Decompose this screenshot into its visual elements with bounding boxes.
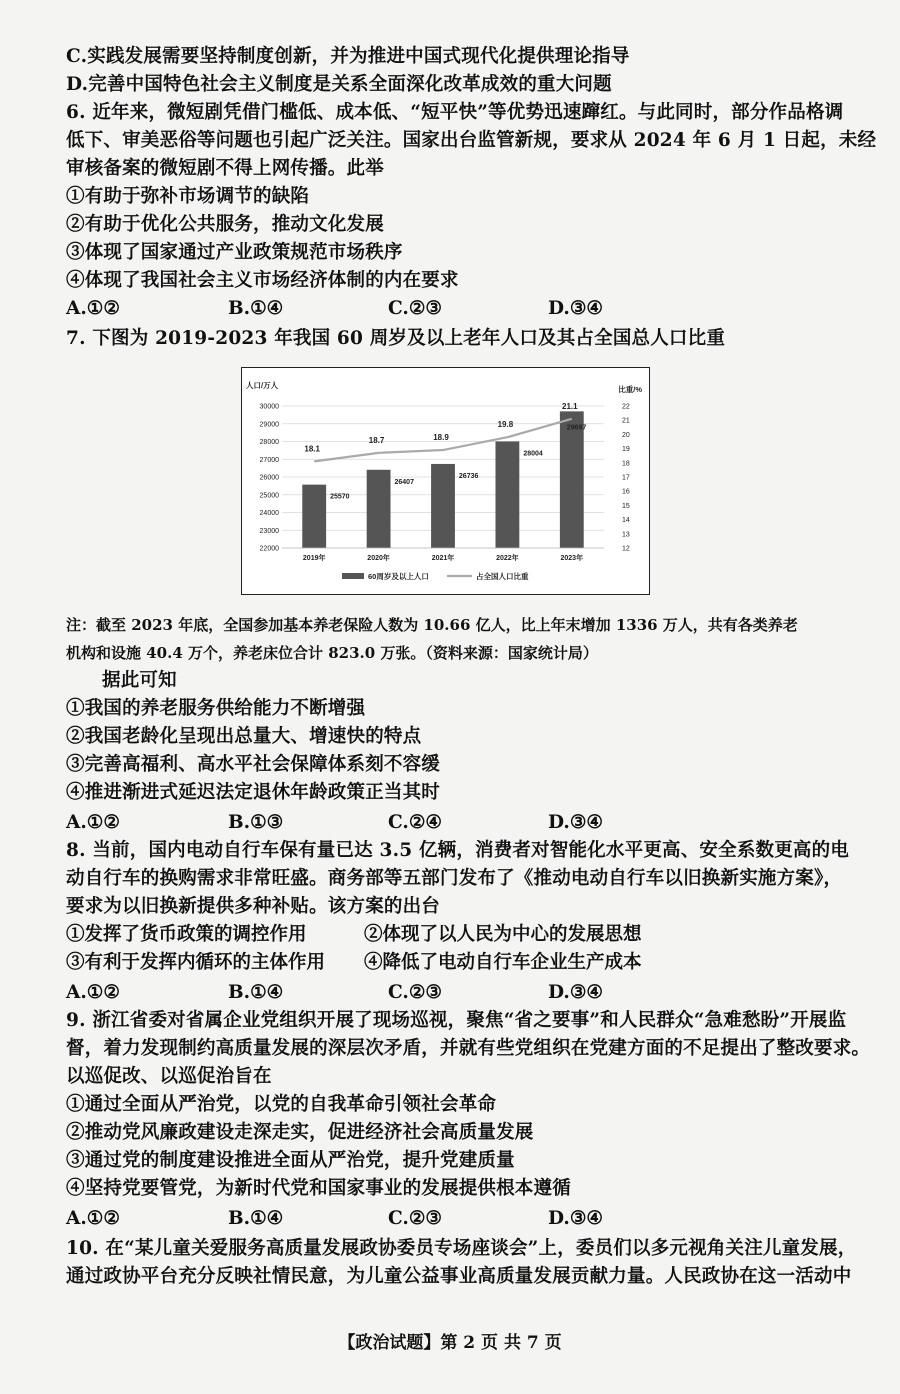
bar-data-label: 26407 xyxy=(394,478,414,486)
y-tick-label: 24000 xyxy=(259,510,279,517)
y2-tick-label: 13 xyxy=(622,531,630,539)
choice-c[interactable]: C.②③ xyxy=(388,1208,443,1229)
q6-stem-line: 低下、审美恶俗等问题也引起广泛关注。国家出台监管新规，要求从 2024 年 6 月 1 日起，未经 xyxy=(66,130,877,151)
legend-label: 60周岁及以上人口 xyxy=(368,572,429,581)
y-tick-label: 22000 xyxy=(259,545,279,553)
line-data-label: 18.1 xyxy=(304,444,320,454)
q8-items-row xyxy=(66,922,836,948)
q7-lead: 据此可知 xyxy=(102,670,177,691)
q8-item: ④降低了电动自行车企业生产成本 xyxy=(364,952,642,973)
legend-swatch-bar xyxy=(342,573,364,579)
choice-b[interactable]: B.①③ xyxy=(228,812,284,833)
q6-stem-line: 审核备案的微短剧不得上网传播。此举 xyxy=(66,158,384,179)
y2-axis-label: 比重/% xyxy=(618,385,642,394)
y2-tick-label: 16 xyxy=(622,488,630,496)
q9-item: ②推动党风廉政建设走深走实，促进经济社会高质量发展 xyxy=(66,1122,534,1143)
y2-tick-label: 18 xyxy=(622,460,630,468)
bar xyxy=(302,485,326,548)
choice-d[interactable]: D.③④ xyxy=(548,982,603,1003)
q7-item: ④推进渐进式延迟法定退休年龄政策正当其时 xyxy=(66,782,441,803)
q6-item: ③体现了国家通过产业政策规范市场秩序 xyxy=(66,242,403,263)
q6-stem-line: 6. 近年来，微短剧凭借门槛低、成本低、“短平快”等优势迅速蹿红。与此同时，部分作品格调 xyxy=(66,102,844,123)
line-data-label: 19.8 xyxy=(497,420,514,430)
q7-note-line: 注：截至 2023 年底，全国参加基本养老保险人数为 10.66 亿人，比上年末增加 1336 万人，共有各类养老 xyxy=(66,616,798,634)
q8-stem-line: 要求为以旧换新提供多种补贴。该方案的出台 xyxy=(66,896,441,917)
y-tick-label: 30000 xyxy=(259,403,279,411)
q6-choices xyxy=(66,296,836,322)
q6-item: ②有助于优化公共服务，推动文化发展 xyxy=(66,214,384,235)
y-tick-label: 27000 xyxy=(259,456,279,464)
q5-option-c: C.实践发展需要坚持制度创新，并为推进中国式现代化提供理论指导 xyxy=(66,46,630,67)
choice-d[interactable]: D.③④ xyxy=(548,812,603,833)
y-tick-label: 29000 xyxy=(259,421,279,429)
choice-a[interactable]: A.①② xyxy=(66,982,120,1003)
q9-item: ①通过全面从严治党，以党的自我革命引领社会革命 xyxy=(66,1094,497,1115)
q7-choices xyxy=(66,810,836,836)
q8-items-row xyxy=(66,950,836,976)
q9-choices xyxy=(66,1206,836,1232)
q8-stem-line: 8. 当前，国内电动自行车保有量已达 3.5 亿辆，消费者对智能化水平更高、安全系数更高的电 xyxy=(66,840,850,861)
q5-option-d: D.完善中国特色社会主义制度是关系全面深化改革成效的重大问题 xyxy=(66,74,612,95)
y2-tick-label: 17 xyxy=(622,474,630,482)
x-tick-label: 2023年 xyxy=(560,555,584,562)
choice-d[interactable]: D.③④ xyxy=(548,298,603,319)
choice-a[interactable]: A.①② xyxy=(66,298,120,319)
choice-a[interactable]: A.①② xyxy=(66,812,120,833)
bar xyxy=(560,411,584,548)
y-tick-label: 25000 xyxy=(259,492,279,500)
q10-stem-line: 通过政协平台充分反映社情民意，为儿童公益事业高质量发展贡献力量。人民政协在这一活动中 xyxy=(66,1266,852,1287)
q7-stem: 7. 下图为 2019-2023 年我国 60 周岁及以上老年人口及其占全国总人口比重 xyxy=(66,328,726,349)
q9-stem-line: 9. 浙江省委对省属企业党组织开展了现场巡视，聚焦“省之要事”和人民群众“急难愁盼”开展监 xyxy=(66,1010,847,1031)
choice-c[interactable]: C.②④ xyxy=(388,812,443,833)
y2-tick-label: 12 xyxy=(622,545,630,553)
q7-note-line: 机构和设施 40.4 万个，养老床位合计 823.0 万张。（资料来源：国家统计局） xyxy=(66,644,598,662)
choice-b[interactable]: B.①④ xyxy=(228,982,284,1003)
q6-item: ①有助于弥补市场调节的缺陷 xyxy=(66,186,310,207)
y-tick-label: 26000 xyxy=(259,474,279,482)
q8-item: ②体现了以人民为中心的发展思想 xyxy=(364,924,642,945)
x-tick-label: 2020年 xyxy=(367,555,390,562)
y2-tick-label: 20 xyxy=(622,431,630,439)
q9-stem-line: 督，着力发现制约高质量发展的深层次矛盾，并就有些党组织在党建方面的不足提出了整改要求。 xyxy=(66,1038,871,1059)
q8-item: ③有利于发挥内循环的主体作用 xyxy=(66,952,326,973)
y-tick-label: 23000 xyxy=(259,527,279,535)
q8-item: ①发挥了货币政策的调控作用 xyxy=(66,924,307,945)
choice-b[interactable]: B.①④ xyxy=(228,1208,284,1229)
population-chart xyxy=(241,367,650,595)
x-tick-label: 2019年 xyxy=(302,555,326,562)
line-data-label: 21.1 xyxy=(562,401,578,411)
q9-item: ③通过党的制度建设推进全面从严治党，提升党建质量 xyxy=(66,1150,515,1171)
y2-tick-label: 15 xyxy=(622,502,630,510)
x-tick-label: 2022年 xyxy=(496,555,519,562)
q7-item: ②我国老龄化呈现出总量大、增速快的特点 xyxy=(66,726,422,747)
bar xyxy=(367,470,391,548)
choice-b[interactable]: B.①④ xyxy=(228,298,284,319)
y2-tick-label: 21 xyxy=(622,417,630,425)
y2-tick-label: 14 xyxy=(622,517,630,525)
legend-label: 占全国人口比重 xyxy=(476,572,529,581)
bar xyxy=(495,441,519,548)
bar-data-label: 26736 xyxy=(458,472,479,480)
line-data-label: 18.9 xyxy=(433,433,449,443)
y2-tick-label: 22 xyxy=(622,403,630,411)
q7-item: ③完善高福利、高水平社会保障体系刻不容缓 xyxy=(66,754,441,775)
y2-tick-label: 19 xyxy=(622,446,630,454)
q8-stem-line: 动自行车的换购需求非常旺盛。商务部等五部门发布了《推动电动自行车以旧换新实施方案》， xyxy=(66,868,843,889)
bar-data-label: 25570 xyxy=(330,493,350,501)
line-data-label: 18.7 xyxy=(368,435,385,445)
bar xyxy=(431,464,455,548)
choice-a[interactable]: A.①② xyxy=(66,1208,120,1229)
page-footer: 【政治试题】第 2 页 共 7 页 xyxy=(338,1333,562,1353)
q6-item: ④体现了我国社会主义市场经济体制的内在要求 xyxy=(66,270,459,291)
bar-data-label: 29697 xyxy=(566,424,587,432)
q7-item: ①我国的养老服务供给能力不断增强 xyxy=(66,698,366,719)
q9-item: ④坚持党要管党，为新时代党和国家事业的发展提供根本遵循 xyxy=(66,1178,571,1199)
q10-stem-line: 10. 在“某儿童关爱服务高质量发展政协委员专场座谈会”上，委员们以多元视角关注儿童发展， xyxy=(66,1238,857,1259)
q9-stem-line: 以巡促改、以巡促治旨在 xyxy=(66,1066,272,1087)
choice-c[interactable]: C.②③ xyxy=(388,298,443,319)
y-axis-label: 人口/万人 xyxy=(246,381,279,390)
choice-d[interactable]: D.③④ xyxy=(548,1208,603,1229)
q8-choices xyxy=(66,980,836,1006)
bar-data-label: 28004 xyxy=(523,450,543,458)
choice-c[interactable]: C.②③ xyxy=(388,982,443,1003)
chart-svg xyxy=(242,368,648,593)
x-tick-label: 2021年 xyxy=(431,555,455,562)
y-tick-label: 28000 xyxy=(259,439,279,446)
